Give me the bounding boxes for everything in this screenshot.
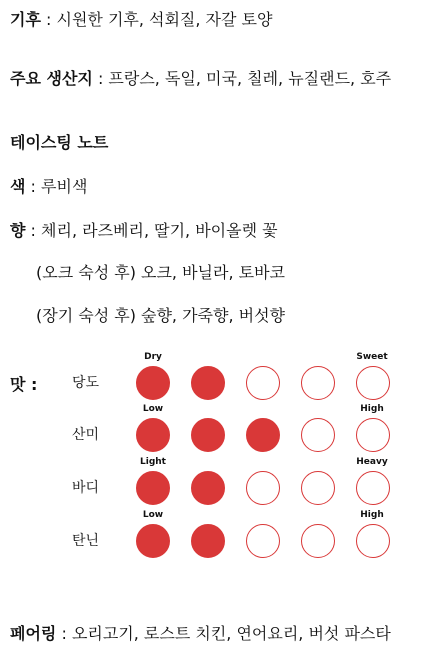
- scale-low-label: Low: [142, 404, 164, 414]
- taste-dot-filled: [191, 471, 225, 505]
- taste-dot-empty: [356, 366, 390, 400]
- taste-dot-empty: [356, 418, 390, 452]
- pairing-sep: :: [56, 624, 72, 643]
- taste-dot-empty: [301, 524, 335, 558]
- taste-dot-filled: [136, 366, 170, 400]
- aroma-oak-line: (오크 숙성 후) 오크, 바닐라, 토바코: [36, 263, 286, 282]
- scale-low-label: Low: [142, 510, 164, 520]
- scale-high-label: High: [360, 510, 384, 520]
- regions-label: 주요 생산지: [10, 69, 93, 88]
- taste-row-name: 탄닌: [72, 533, 100, 549]
- regions-line: [10, 69, 391, 89]
- taste-dot-empty: [301, 418, 335, 452]
- taste-dot-empty: [246, 366, 280, 400]
- aroma-sep: :: [25, 221, 42, 240]
- taste-dot-filled: [246, 418, 280, 452]
- taste-dot-filled: [136, 418, 170, 452]
- taste-dot-empty: [356, 471, 390, 505]
- taste-row-name: 당도: [72, 375, 100, 391]
- regions-value: 프랑스, 독일, 미국, 칠레, 뉴질랜드, 호주: [108, 69, 392, 88]
- regions-sep: :: [92, 69, 109, 88]
- taste-dot-empty: [246, 471, 280, 505]
- aroma-value: 체리, 라즈베리, 딸기, 바이올렛 꽃: [41, 221, 278, 240]
- taste-dot-filled: [136, 471, 170, 505]
- taste-dot-empty: [301, 471, 335, 505]
- pairing-value: 오리고기, 로스트 치킨, 연어요리, 버섯 파스타: [71, 624, 391, 643]
- aroma-aged-line: (장기 숙성 후) 숲향, 가죽향, 버섯향: [36, 306, 286, 325]
- color-value: 루비색: [41, 177, 88, 196]
- color-sep: :: [25, 177, 42, 196]
- climate-value: 시원한 기후, 석회질, 자갈 토양: [56, 10, 273, 29]
- pairing-line: [10, 624, 391, 644]
- taste-row-name: 산미: [72, 427, 100, 443]
- taste-dot-filled: [191, 524, 225, 558]
- scale-high-label: Heavy: [356, 457, 388, 467]
- taste-row-name: 바디: [72, 480, 100, 496]
- color-line: [10, 177, 87, 197]
- scale-low-label: Dry: [144, 352, 162, 362]
- tasting-notes-title: 테이스팅 노트: [10, 133, 109, 152]
- taste-dot-empty: [301, 366, 335, 400]
- aroma-label: 향: [10, 221, 26, 240]
- pairing-label: 페어링: [10, 624, 57, 643]
- scale-low-label: Light: [140, 457, 166, 467]
- taste-dot-empty: [246, 524, 280, 558]
- taste-label: 맛 :: [10, 375, 38, 394]
- taste-dot-filled: [191, 366, 225, 400]
- taste-dot-filled: [136, 524, 170, 558]
- scale-high-label: High: [360, 404, 384, 414]
- climate-label: 기후: [10, 10, 41, 29]
- taste-dot-filled: [191, 418, 225, 452]
- scale-high-label: Sweet: [356, 352, 388, 362]
- aroma-line: [10, 221, 278, 241]
- color-label: 색: [10, 177, 26, 196]
- climate-line: [10, 10, 272, 30]
- taste-dot-empty: [356, 524, 390, 558]
- climate-sep: :: [40, 10, 57, 29]
